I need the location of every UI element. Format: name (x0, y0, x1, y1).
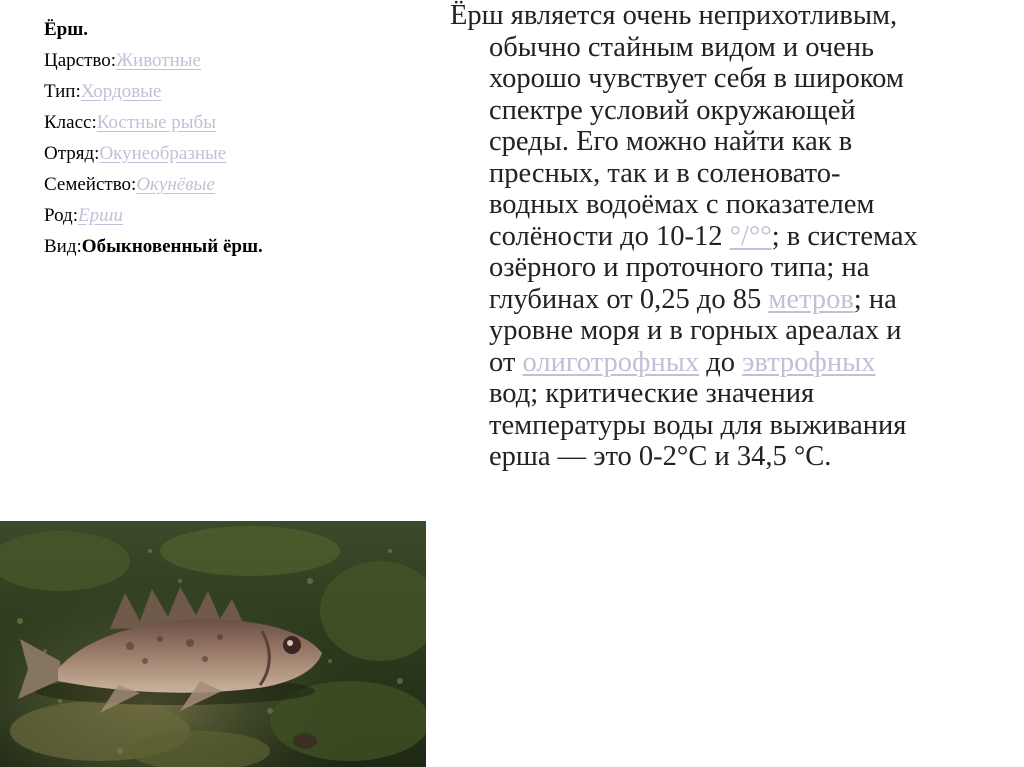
taxonomy-label: Тип: (44, 81, 81, 102)
taxonomy-row-class (44, 107, 424, 138)
taxonomy-row-family (44, 169, 424, 200)
meters-link[interactable]: метров (768, 283, 854, 315)
taxonomy-row-order (44, 138, 424, 169)
genus-link[interactable]: Ерши (78, 205, 123, 226)
taxonomy-label: Класс: (44, 112, 97, 133)
taxonomy-label: Род: (44, 205, 78, 226)
description-paragraph (450, 0, 930, 473)
fish-photo-illustration (0, 521, 426, 767)
oligotrophic-link[interactable]: олиготрофных (522, 346, 700, 378)
description-text-1: Ёрш является очень неприхотливым, обычно стайным видом и очень хорошо чувствует себя в широком спектре условий окружающей среды. Его можно найти как в пресных, так и в соленовато-водных водоёмах с показателем солёности до 10-12 (450, 0, 904, 252)
eutrophic-link[interactable]: эвтрофных (742, 346, 876, 378)
order-link[interactable]: Окунеобразные (99, 143, 227, 164)
taxonomy-label: Семейство: (44, 174, 137, 195)
taxonomy-box (44, 14, 424, 262)
taxonomy-row-phylum (44, 76, 424, 107)
taxonomy-label: Царство: (44, 50, 117, 71)
taxonomy-label: Отряд: (44, 143, 100, 164)
species-title: Ёрш. (44, 19, 89, 40)
class-link[interactable]: Костные рыбы (96, 112, 216, 133)
kingdom-link[interactable]: Животные (116, 50, 201, 71)
family-link[interactable]: Окунёвые (136, 174, 215, 195)
taxonomy-row-species (44, 231, 424, 262)
description-text-5: вод; критические значения температуры воды для выживания ерша — это 0-2°C и 34,5 °C. (489, 378, 907, 472)
description-text-3: ; на уровне моря и в горных ареалах и от (489, 283, 902, 378)
ruffe-fish-photo (0, 521, 426, 767)
species-name: Обыкновенный ёрш. (81, 236, 263, 257)
phylum-link[interactable]: Хордовые (80, 81, 162, 102)
description-text-2: ; в системах озёрного и проточного типа; на глубинах от 0,25 до 85 (489, 220, 918, 315)
taxonomy-row-genus (44, 200, 424, 231)
taxonomy-row-kingdom (44, 45, 424, 76)
taxonomy-label: Вид: (44, 236, 82, 257)
salinity-unit-link[interactable]: °/°° (729, 220, 772, 252)
description-text-4: до (699, 346, 743, 378)
